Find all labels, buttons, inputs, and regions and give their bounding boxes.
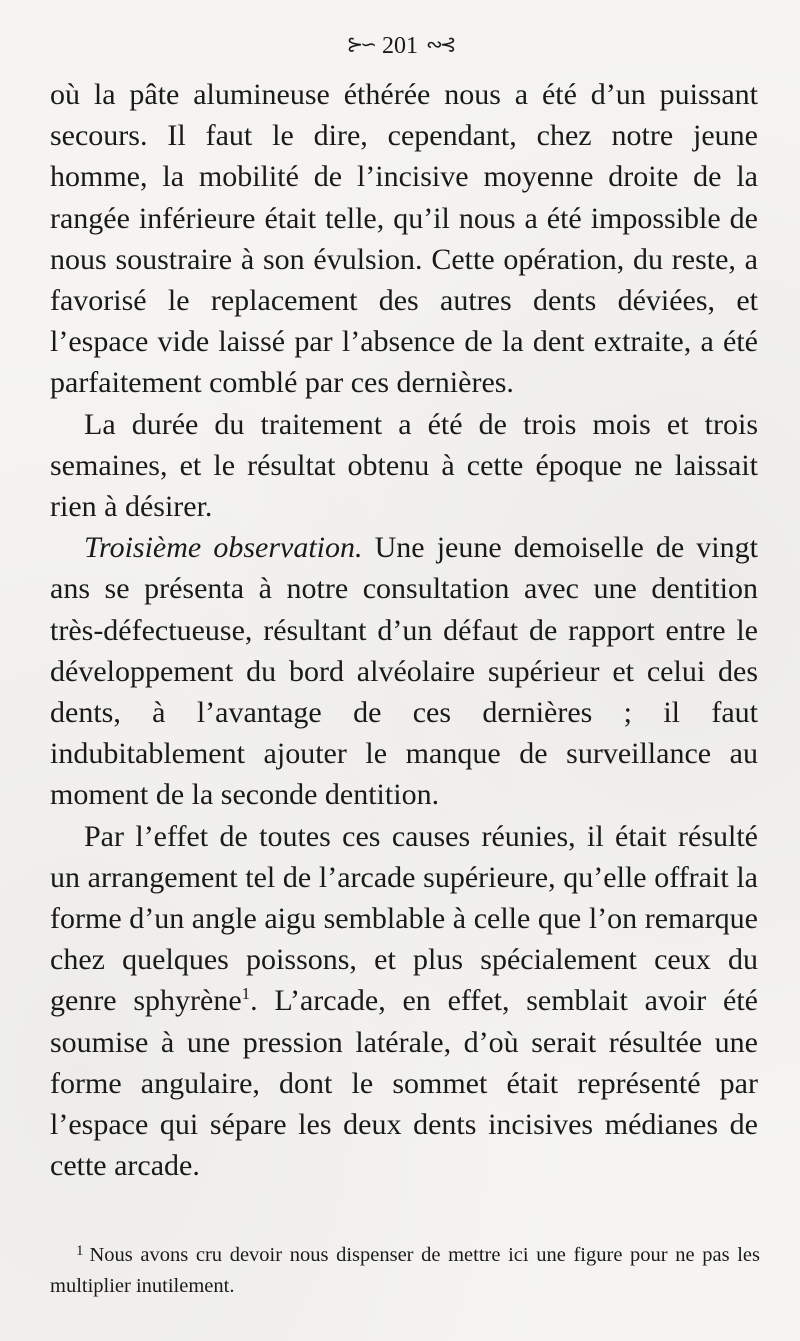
body-text bbox=[50, 74, 758, 1186]
page-number: 201 bbox=[382, 33, 418, 59]
footnote-mark: 1 bbox=[76, 1243, 84, 1259]
paragraph-text: Une jeune demoiselle de vingt ans se présenta à notre consultation avec une dentition très-défectueuse, résultant d’un défaut de rapport entre le développement du bord alvéolaire supérieur et celui des dents, à l’avantage de ces dernières ; il faut indubitablement ajouter le manque de surveillance au moment de la seconde dentition. bbox=[50, 531, 758, 812]
footnote-text: Nous avons cru devoir nous dispenser de mettre ici une figure pour ne pas les multiplier inutilement. bbox=[50, 1244, 760, 1297]
paragraph-treatment-duration bbox=[50, 404, 758, 528]
ornament-left-icon: ⊱∽ bbox=[346, 34, 374, 56]
footnote bbox=[50, 1236, 760, 1302]
paragraph-text: où la pâte alumineuse éthérée nous a été d’un puissant secours. Il faut le dire, cependant, chez notre jeune homme, la mobilité de l’incisive moyenne droite de la rangée inférieure était telle, qu’il nous a été impossible de nous soustraire à son évulsion. Cette opération, du reste, a favorisé le replacement des autres dents déviées, et l’espace vide laissé par l’absence de la dent extraite, a été parfaitement comblé par ces dernières. bbox=[50, 78, 758, 400]
paragraph-text: . L’arcade, en effet, semblait avoir été soumise à une pression latérale, d’où serait résultée une forme angulaire, dont le sommet était représenté par l’espace qui sépare les deux dents incisives médianes de cette arcade. bbox=[50, 984, 758, 1183]
footnote-reference[interactable]: 1 bbox=[241, 984, 251, 1004]
ornament-right-icon: ∾⊰ bbox=[426, 34, 454, 56]
observation-title: Troisième observation. bbox=[84, 531, 363, 565]
footnote-paragraph bbox=[50, 1236, 760, 1302]
paragraph-text: La durée du traitement a été de trois mois et trois semaines, et le résultat obtenu à cette époque ne laissait rien à désirer. bbox=[50, 407, 758, 524]
paragraph-text: Par l’effet de toutes ces causes réunies, il était résulté un arrangement tel de l’arcade supérieure, qu’elle offrait la forme d’un angle aigu semblable à celle que l’on remarque chez quelques poissons, et plus spécialement ceux du genre sphyrène bbox=[50, 819, 758, 1018]
paragraph-arcade-description bbox=[50, 816, 758, 1187]
paragraph-continued bbox=[50, 74, 758, 404]
page-header bbox=[0, 30, 800, 61]
paragraph-third-observation bbox=[50, 527, 758, 815]
